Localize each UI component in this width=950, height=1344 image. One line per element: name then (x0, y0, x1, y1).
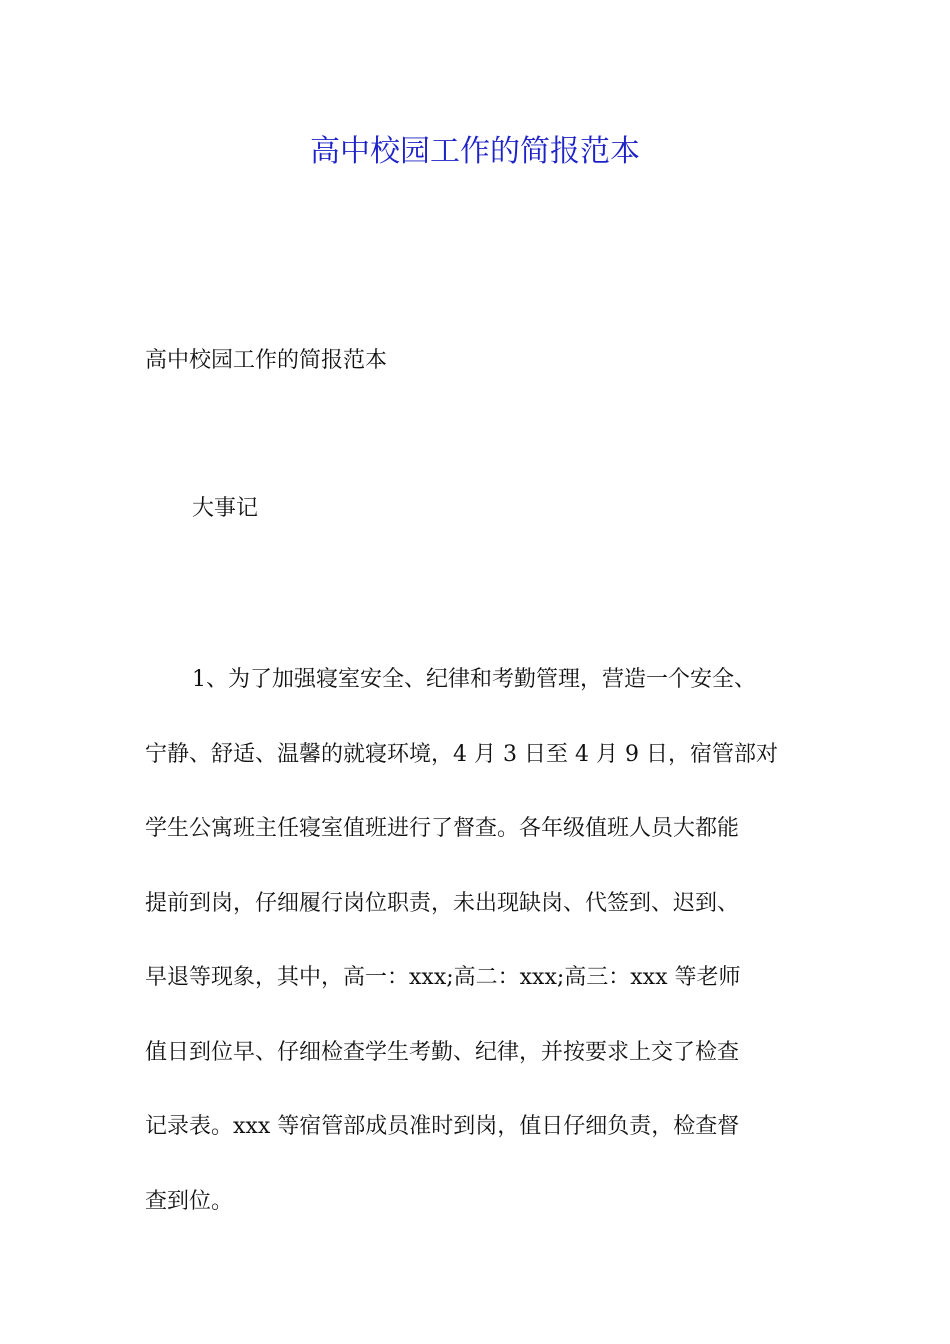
paragraph-line: 早退等现象，其中，高一：xxx;高二：xxx;高三：xxx 等老师 (145, 965, 741, 990)
paragraph-line: 提前到岗，仔细履行岗位职责，未出现缺岗、代签到、迟到、 (145, 890, 740, 916)
section-heading: 大事记 (192, 496, 259, 521)
paragraph-line: 值日到位早、仔细检查学生考勤、纪律，并按要求上交了检查 (145, 1039, 740, 1065)
body-paragraph (145, 643, 805, 1239)
document-subtitle: 高中校园工作的简报范本 (145, 348, 388, 373)
paragraph-line: 查到位。 (145, 1188, 234, 1214)
paragraph-line: 学生公寓班主任寝室值班进行了督查。各年级值班人员大都能 (145, 816, 740, 841)
paragraph-line: 宁静、舒适、温馨的就寝环境，4 月 3 日至 4 月 9 日，宿管部对 (145, 741, 778, 767)
document-title: 高中校园工作的简报范本 (310, 134, 640, 169)
paragraph-line: 1、为了加强寝室安全、纪律和考勤管理，营造一个安全、 (192, 667, 756, 692)
paragraph-line: 记录表。xxx 等宿管部成员准时到岗，值日仔细负责，检查督 (145, 1114, 740, 1139)
